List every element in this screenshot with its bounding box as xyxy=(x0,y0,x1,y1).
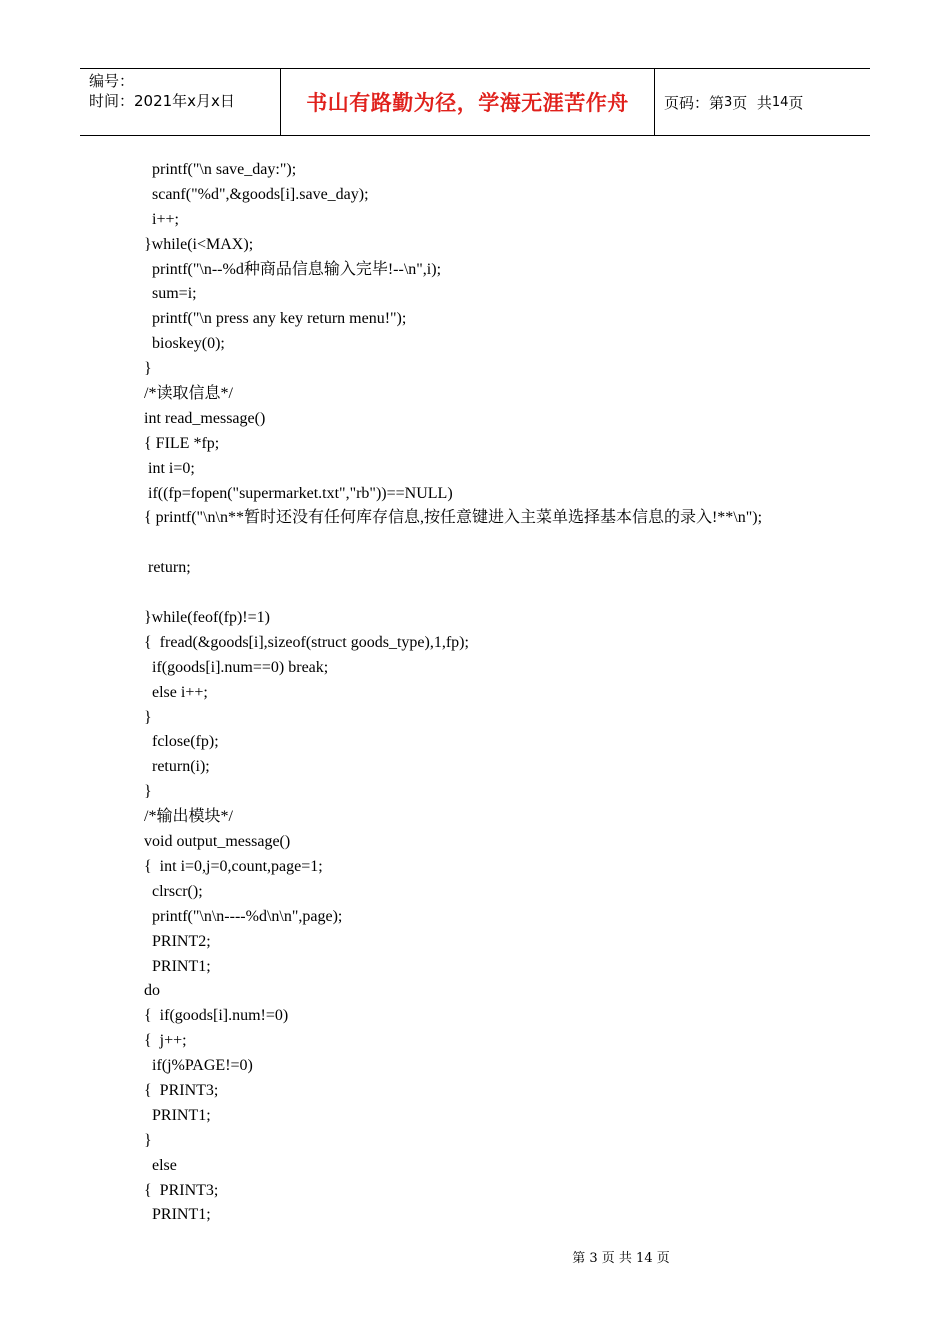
code-line: }while(feof(fp)!=1) xyxy=(144,609,270,627)
code-line: /*输出模块*/ xyxy=(144,808,233,826)
code-line: PRINT1; xyxy=(144,1106,211,1124)
code-line: /*读取信息*/ xyxy=(144,385,233,403)
code-line: else i++; xyxy=(144,683,208,701)
header-page-info xyxy=(655,69,870,135)
footer-page-number: 第 3 页 共 14 页 xyxy=(572,1251,670,1266)
code-line: else xyxy=(144,1156,177,1174)
code-line: { fread(&goods[i],sizeof(struct goods_type),1,fp); xyxy=(144,633,469,651)
page-current: 3 xyxy=(724,94,733,110)
code-line: } xyxy=(144,360,152,378)
code-line: if((fp=fopen("supermarket.txt","rb"))==NULL) xyxy=(144,484,453,502)
code-listing xyxy=(144,158,762,1228)
code-line: clrscr(); xyxy=(144,882,203,900)
code-line xyxy=(144,581,762,606)
header-meta xyxy=(80,69,281,135)
code-line: fclose(fp); xyxy=(144,733,219,751)
page-suffix: 页 xyxy=(788,93,804,112)
code-line: i++; xyxy=(144,210,179,228)
code-line: } xyxy=(144,1131,152,1149)
code-line: { j++; xyxy=(144,1032,187,1050)
code-line: } xyxy=(144,708,152,726)
code-line: { if(goods[i].num!=0) xyxy=(144,1007,289,1025)
code-line: scanf("%d",&goods[i].save_day); xyxy=(144,185,369,203)
page-mid: 页 共 xyxy=(732,93,772,112)
code-line: { FILE *fp; xyxy=(144,434,220,452)
page-footer xyxy=(0,1247,950,1266)
doc-id-label: 编号： xyxy=(89,72,135,90)
code-line: return; xyxy=(144,559,191,577)
code-line: printf("\n\n----%d\n\n",page); xyxy=(144,907,343,925)
code-line: return(i); xyxy=(144,758,210,776)
page-prefix: 页码：第 xyxy=(664,93,725,112)
page-total: 14 xyxy=(771,94,789,110)
code-line: { PRINT3; xyxy=(144,1081,219,1099)
code-line: { PRINT3; xyxy=(144,1181,219,1199)
code-line: } xyxy=(144,783,152,801)
header-motto: 书山有路勤为径，学海无涯苦作舟 xyxy=(306,91,629,115)
code-line: PRINT1; xyxy=(144,957,211,975)
code-line: }while(i<MAX); xyxy=(144,235,254,253)
code-line: bioskey(0); xyxy=(144,335,225,353)
code-line: int read_message() xyxy=(144,409,266,427)
code-line: printf("\n save_day:"); xyxy=(144,161,297,178)
doc-date-label: 时间：2021年x月x日 xyxy=(89,92,235,110)
page-header xyxy=(80,68,870,136)
code-line: void output_message() xyxy=(144,833,291,851)
code-line: if(goods[i].num==0) break; xyxy=(144,658,329,676)
code-line: { printf("\n\n**暂时还没有任何库存信息,按任意键进入主菜单选择基本信息的录入!**\n"); xyxy=(144,509,763,527)
code-line: int i=0; xyxy=(144,459,195,477)
code-line: PRINT2; xyxy=(144,932,211,950)
code-line xyxy=(144,531,762,556)
code-line: printf("\n--%d种商品信息输入完毕!--\n",i); xyxy=(144,260,442,278)
code-line: { int i=0,j=0,count,page=1; xyxy=(144,857,323,875)
code-line: sum=i; xyxy=(144,285,197,303)
code-line: do xyxy=(144,982,160,1000)
code-line: printf("\n press any key return menu!"); xyxy=(144,310,407,328)
header-motto-cell xyxy=(281,69,655,135)
code-line: if(j%PAGE!=0) xyxy=(144,1057,253,1075)
code-line: PRINT1; xyxy=(144,1206,211,1224)
